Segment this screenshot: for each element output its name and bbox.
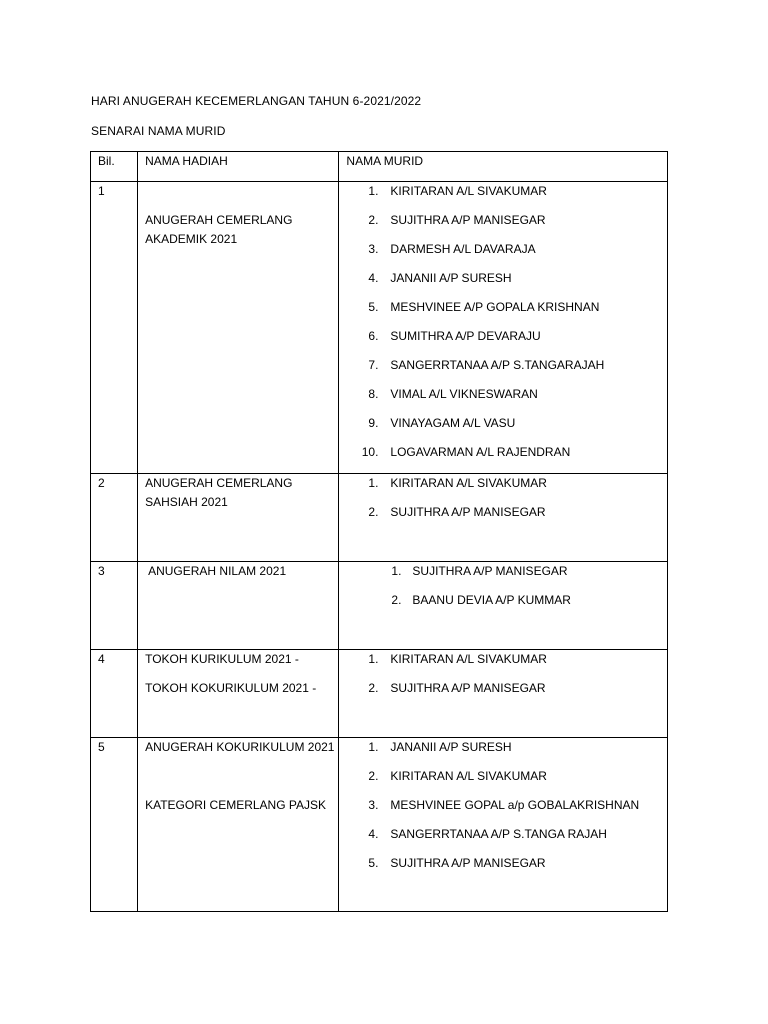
document-subtitle: SENARAI NAMA MURID xyxy=(91,124,226,138)
student-name: SUMITHRA A/P DEVARAJU xyxy=(390,329,541,343)
murid-cell: 1. KIRITARAN A/L SIVAKUMAR 2. SUJITHRA A/P MANISEGAR xyxy=(339,650,668,738)
murid-cell: 1. SUJITHRA A/P MANISEGAR 2. BAANU DEVIA A/P KUMMAR xyxy=(339,562,668,650)
document-title: HARI ANUGERAH KECEMERLANGAN TAHUN 6-2021/2022 xyxy=(91,94,422,108)
bil-cell: 1 xyxy=(91,182,138,474)
bil-cell: 3 xyxy=(91,562,138,650)
table-row xyxy=(91,562,668,650)
student-name: MESHVINEE GOPAL a/p GOBALAKRISHNAN xyxy=(390,798,640,812)
student-name: VIMAL A/L VIKNESWARAN xyxy=(390,387,538,401)
student-name: SUJITHRA A/P MANISEGAR xyxy=(390,856,546,870)
hadiah-cell: ANUGERAH CEMERLANG SAHSIAH 2021 xyxy=(138,474,339,562)
student-name: KIRITARAN A/L SIVAKUMAR xyxy=(390,476,547,490)
table-row xyxy=(91,182,668,474)
table-header-row xyxy=(91,152,668,182)
murid-cell: 1. JANANII A/P SURESH 2. KIRITARAN A/L SIVAKUMAR 3. MESHVINEE GOPAL a/p GOBALAKRISHNAN 4. SANGERRTANAA A/P S.TANGA RAJAH 5. SUJITHRA A/P MANISEGAR xyxy=(339,738,668,912)
bil-cell: 4 xyxy=(91,650,138,738)
student-name: JANANII A/P SURESH xyxy=(390,740,512,754)
student-name: KIRITARAN A/L SIVAKUMAR xyxy=(390,769,547,783)
student-name: JANANII A/P SURESH xyxy=(390,271,512,285)
student-name: SUJITHRA A/P MANISEGAR xyxy=(390,681,546,695)
student-name: KIRITARAN A/L SIVAKUMAR xyxy=(390,652,547,666)
table-row xyxy=(91,738,668,912)
student-name: SUJITHRA A/P MANISEGAR xyxy=(412,564,568,578)
student-name: DARMESH A/L DAVARAJA xyxy=(390,242,536,256)
header-cell-murid: NAMA MURID xyxy=(339,152,668,182)
bil-cell: 2 xyxy=(91,474,138,562)
student-name: BAANU DEVIA A/P KUMMAR xyxy=(412,593,571,607)
student-name: SANGERRTANAA A/P S.TANGARAJAH xyxy=(390,358,605,372)
hadiah-cell: ANUGERAH CEMERLANG AKADEMIK 2021 xyxy=(138,182,339,474)
header-cell-bil: Bil. xyxy=(91,152,138,182)
murid-cell: 1. KIRITARAN A/L SIVAKUMAR 2. SUJITHRA A/P MANISEGAR 3. DARMESH A/L DAVARAJA 4. JANANII A/P SURESH 5. MESHVINEE A/P GOPALA KRISHNAN 6. SUMITHRA A/P DEVARAJU 7. SANGERRTANAA A/P S.TANGARAJAH 8. VIMAL A/L VIKNESWARAN 9. VINAYAGAM A/L VASU 10. LOGAVARMAN A/L RAJENDRAN xyxy=(339,182,668,474)
student-name: VINAYAGAM A/L VASU xyxy=(390,416,516,430)
student-name: SUJITHRA A/P MANISEGAR xyxy=(390,213,546,227)
hadiah-cell: ANUGERAH NILAM 2021 xyxy=(138,562,339,650)
table-row xyxy=(91,650,668,738)
student-name: KIRITARAN A/L SIVAKUMAR xyxy=(390,184,547,198)
header-cell-hadiah: NAMA HADIAH xyxy=(138,152,339,182)
student-name: MESHVINEE A/P GOPALA KRISHNAN xyxy=(390,300,600,314)
student-name: LOGAVARMAN A/L RAJENDRAN xyxy=(390,445,571,459)
hadiah-cell: TOKOH KURIKULUM 2021 - TOKOH KOKURIKULUM 2021 - xyxy=(138,650,339,738)
award-table xyxy=(90,151,668,912)
bil-cell: 5 xyxy=(91,738,138,912)
student-name: SANGERRTANAA A/P S.TANGA RAJAH xyxy=(390,827,607,841)
hadiah-cell: ANUGERAH KOKURIKULUM 2021 KATEGORI CEMERLANG PAJSK xyxy=(138,738,339,912)
student-name: SUJITHRA A/P MANISEGAR xyxy=(390,505,546,519)
table-row xyxy=(91,474,668,562)
murid-cell: 1. KIRITARAN A/L SIVAKUMAR 2. SUJITHRA A/P MANISEGAR xyxy=(339,474,668,562)
